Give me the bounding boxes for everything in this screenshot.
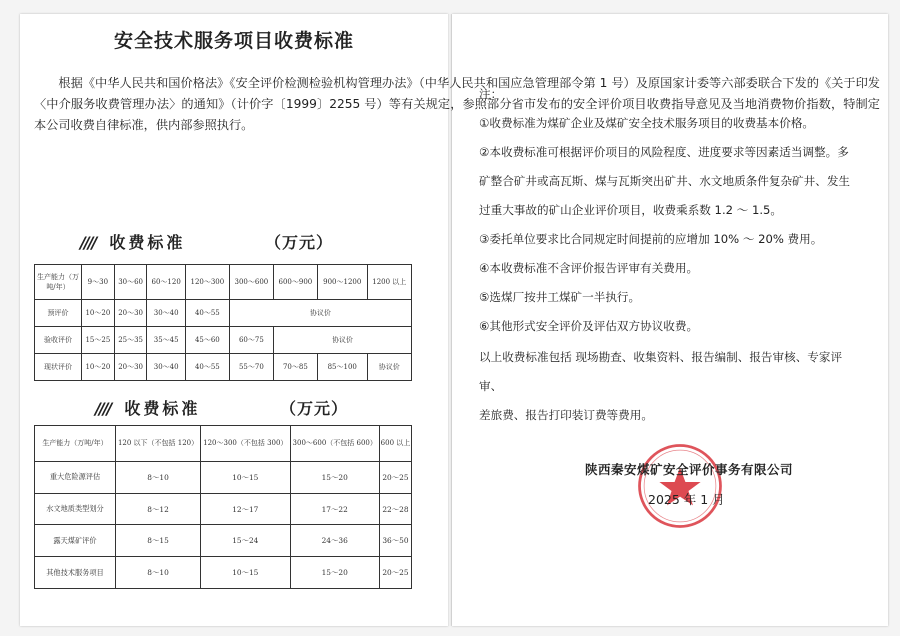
row-label: 验收评价 [35, 327, 82, 354]
section2-title: 收费标准 [124, 399, 201, 418]
table-cell: 30～40 [147, 300, 185, 327]
notes-title: 注： [479, 87, 503, 101]
table2-header-cell: 120 以下（不包括 120） [116, 426, 201, 462]
issue-date: 2025 年 1 月 [648, 492, 725, 507]
row-label: 重大危险源评估 [35, 461, 116, 493]
table-row [35, 354, 412, 381]
row-label: 水文地质类型划分 [35, 493, 116, 525]
table-row [35, 300, 412, 327]
table1-header-cell: 生产能力（万吨/年） [35, 265, 82, 300]
intro-text: 根据《中华人民共和国价格法》《安全评价检测检验机构管理办法》（中华人民共和国应急管理部令第 1 号）及原国家计委等六部委联合下发的《关于印发〈中介服务收费管理办法〉的通知》（计价字〔1999〕2255 号）等有关规定，参照部分省市发布的安全评价项目收费指导意见及当地消费物价指数，特制定本公司收费自律标准，供内部参照执行。 [34, 76, 880, 132]
table-row [35, 557, 412, 589]
row-label: 露天煤矿评价 [35, 525, 116, 557]
note-item: ③委托单位要求比合同规定时间提前的应增加 10% ～ 20% 费用。 [479, 232, 823, 246]
table2-header-row [35, 426, 412, 462]
note-item: ⑥其他形式安全评价及评估双方协议收费。 [479, 319, 699, 333]
table-cell: 8～10 [116, 461, 201, 493]
table-cell: 17～22 [290, 493, 379, 525]
table1-header-cell: 9～30 [82, 265, 115, 300]
table1-header-cell: 1200 以上 [367, 265, 411, 300]
agreed-price-cell: 协议价 [367, 354, 411, 381]
table-cell: 8～15 [116, 525, 201, 557]
table2-header-cell: 300～600（不包括 600） [290, 426, 379, 462]
table-cell: 8～10 [116, 557, 201, 589]
table-cell: 15～20 [290, 461, 379, 493]
table-cell: 30～40 [147, 354, 185, 381]
fee-table-2 [34, 425, 412, 589]
section1-slashes: //// [80, 233, 96, 252]
table-cell: 20～30 [114, 300, 147, 327]
table-row [35, 493, 412, 525]
table-cell: 15～20 [290, 557, 379, 589]
table-cell: 10～20 [82, 300, 115, 327]
fee-table-1 [34, 264, 412, 381]
table-cell: 60～75 [229, 327, 273, 354]
agreed-price-cell: 协议价 [273, 327, 411, 354]
table-cell: 15～25 [82, 327, 115, 354]
section2-unit: （万元） [280, 399, 349, 418]
notes-section [479, 80, 859, 341]
table1-header-cell: 600～900 [273, 265, 317, 300]
summary-section [479, 343, 859, 430]
table1-header-row [35, 265, 412, 300]
table-cell: 35～45 [147, 327, 185, 354]
table-cell: 10～15 [201, 557, 290, 589]
note-item: ④本收费标准不含评价报告评审有关费用。 [479, 261, 699, 275]
note-item: 矿整合矿井或高瓦斯、煤与瓦斯突出矿井、水文地质条件复杂矿井、发生 [479, 174, 851, 188]
company-seal-stamp [634, 440, 726, 532]
table-cell: 20～25 [379, 461, 411, 493]
table-cell: 40～55 [185, 300, 229, 327]
row-label: 其他技术服务项目 [35, 557, 116, 589]
table-cell: 10～20 [82, 354, 115, 381]
document-title: 安全技术服务项目收费标准 [113, 30, 354, 52]
table-cell: 20～30 [114, 354, 147, 381]
table-row [35, 461, 412, 493]
table-cell: 40～55 [185, 354, 229, 381]
row-label: 预评价 [35, 300, 82, 327]
note-item: ⑤选煤厂按井工煤矿一半执行。 [479, 290, 641, 304]
note-item: 过重大事故的矿山企业评价项目，收费乘系数 1.2 ～ 1.5。 [479, 203, 782, 217]
row-label: 现状评价 [35, 354, 82, 381]
summary-line: 以上收费标准包括 现场勘查、收集资料、报告编制、报告审核、专家评审、 [479, 350, 843, 393]
company-name: 陕西秦安煤矿安全评价事务有限公司 [585, 462, 794, 477]
table2-header-cell: 120～300（不包括 300） [201, 426, 290, 462]
section1-title: 收费标准 [109, 233, 186, 252]
agreed-price-cell: 协议价 [229, 300, 411, 327]
section2-slashes: //// [95, 399, 111, 418]
summary-line: 差旅费、报告打印装订费等费用。 [479, 408, 653, 422]
table-cell: 45～60 [185, 327, 229, 354]
table2-header-cell: 生产能力（万吨/年） [35, 426, 116, 462]
table-cell: 8～12 [116, 493, 201, 525]
table1-header-cell: 60～120 [147, 265, 185, 300]
table-cell: 70～85 [273, 354, 317, 381]
table1-header-cell: 120～300 [185, 265, 229, 300]
table-cell: 24～36 [290, 525, 379, 557]
section2-heading [95, 396, 349, 419]
table-cell: 55～70 [229, 354, 273, 381]
table2-header-cell: 600 以上 [379, 426, 411, 462]
table1-header-cell: 300～600 [229, 265, 273, 300]
table-cell: 12～17 [201, 493, 290, 525]
note-item: ②本收费标准可根据评价项目的风险程度、进度要求等因素适当调整。多 [479, 145, 849, 159]
table-cell: 36～50 [379, 525, 411, 557]
table1-header-cell: 30～60 [114, 265, 147, 300]
table1-header-cell: 900～1200 [317, 265, 367, 300]
table-row [35, 327, 412, 354]
table-cell: 22～28 [379, 493, 411, 525]
section1-unit: （万元） [265, 233, 334, 252]
note-item: ①收费标准为煤矿企业及煤矿安全技术服务项目的收费基本价格。 [479, 116, 815, 130]
table-cell: 10～15 [201, 461, 290, 493]
section1-heading [80, 230, 334, 253]
table-row [35, 525, 412, 557]
table-cell: 20～25 [379, 557, 411, 589]
table-cell: 85～100 [317, 354, 367, 381]
table-cell: 15～24 [201, 525, 290, 557]
table-cell: 25～35 [114, 327, 147, 354]
